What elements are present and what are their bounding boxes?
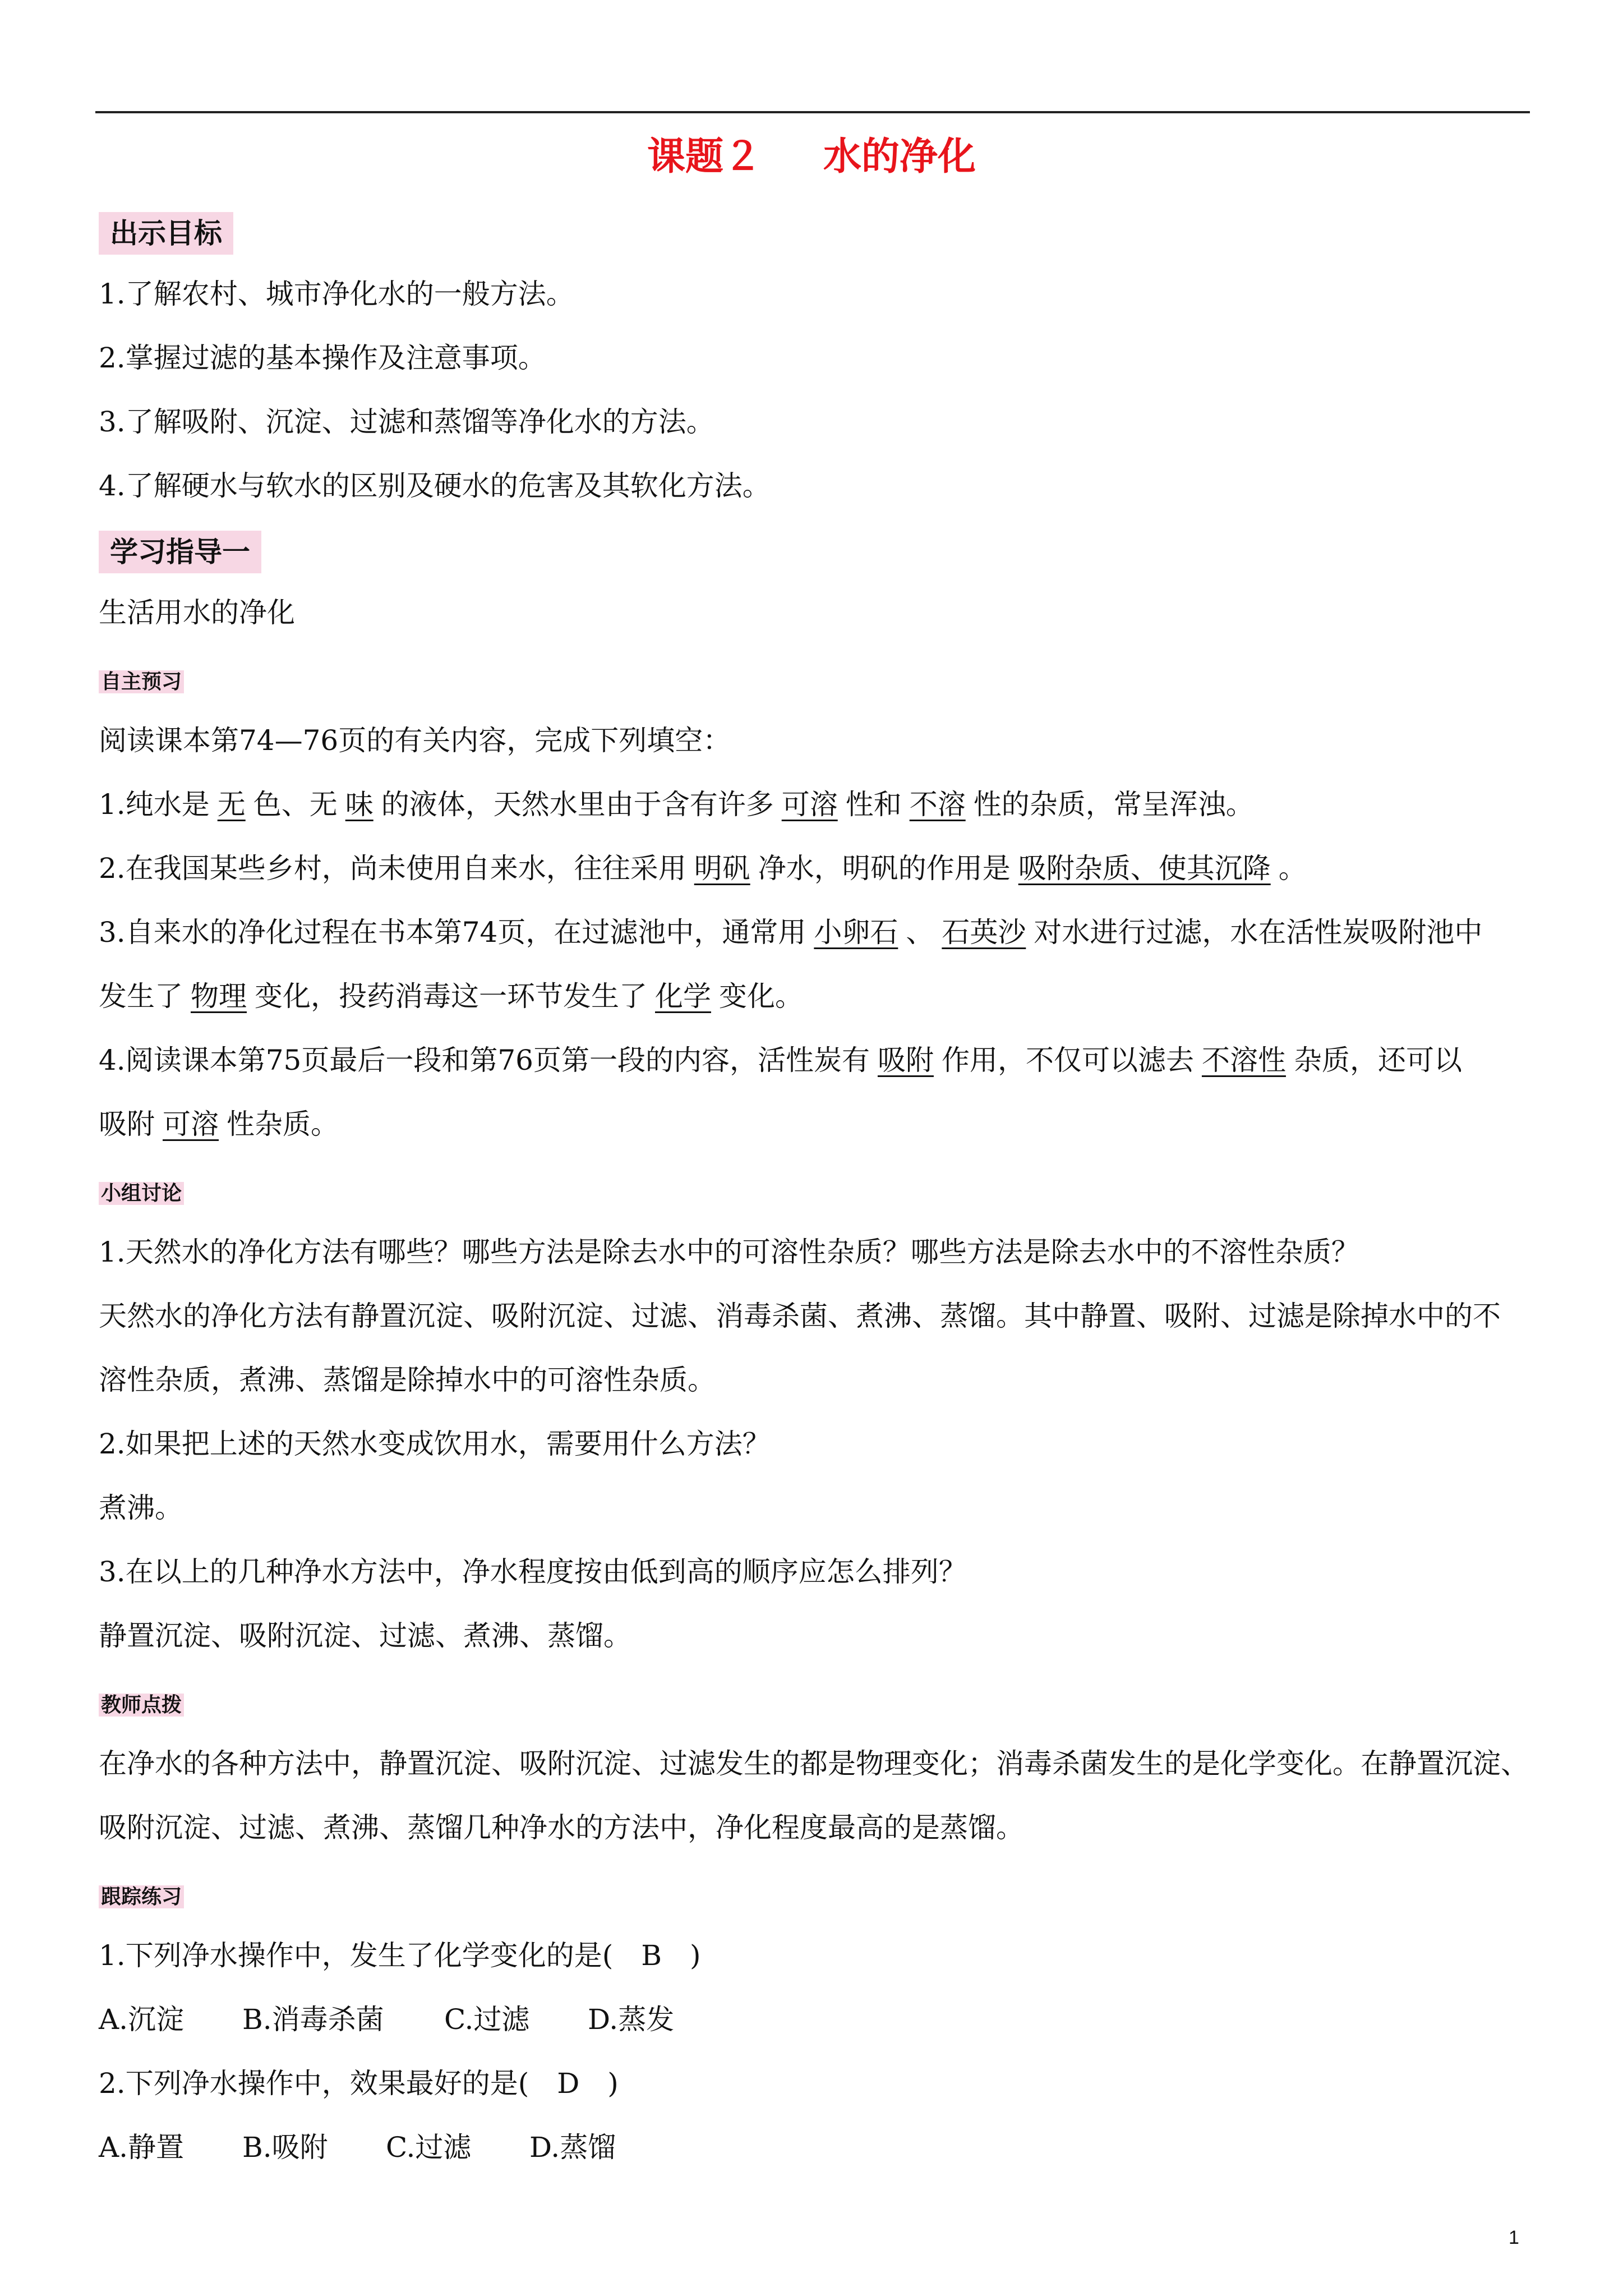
teacher-line: 吸附沉淀、过滤、煮沸、蒸馏几种净水的方法中，净化程度最高的是蒸馏。	[99, 1811, 1024, 1844]
practice-options-2	[99, 2125, 616, 2170]
answer-blank: 石英沙	[942, 916, 1026, 949]
option-d: D.蒸发	[588, 2003, 675, 2036]
practice-question-1: 1.下列净水操作中，发生了化学变化的是( B )	[99, 1939, 701, 1972]
option-c: C.过滤	[386, 2131, 472, 2164]
preview-question-4: 4.阅读课本第75页最后一段和第76页第一段的内容，活性炭有 吸附 作用，不仅可以滤去 不溶性 杂质，还可以	[99, 1038, 1462, 1083]
teacher-line: 在净水的各种方法中，静置沉淀、吸附沉淀、过滤发生的都是物理变化；消毒杀菌发生的是化学变化。在静置沉淀、	[99, 1747, 1529, 1780]
practice-question-2: 2.下列净水操作中，效果最好的是( D )	[99, 2067, 619, 2100]
discussion-line: 煮沸。	[99, 1492, 183, 1524]
option-b: B.吸附	[242, 2131, 328, 2164]
objective-4: 4.了解硬水与软水的区别及硬水的危害及其软化方法。	[99, 470, 771, 502]
answer-blank: 味	[345, 788, 374, 821]
option-b: B.消毒杀菌	[242, 2003, 384, 2036]
answer-blank: 可溶	[781, 788, 838, 821]
discussion-line: 2.如果把上述的天然水变成饮用水，需要用什么方法？	[99, 1428, 771, 1460]
answer-blank: 吸附杂质、使其沉降	[1018, 852, 1271, 885]
discussion-line: 天然水的净化方法有静置沉淀、吸附沉淀、过滤、消毒杀菌、煮沸、蒸馏。其中静置、吸附、过滤是除掉水中的不	[99, 1300, 1501, 1332]
preview-intro: 阅读课本第74—76页的有关内容，完成下列填空：	[99, 724, 731, 757]
answer-blank: 不溶性	[1201, 1044, 1286, 1076]
objective-2: 2.掌握过滤的基本操作及注意事项。	[99, 342, 546, 374]
practice-options-1	[99, 1997, 674, 2042]
answer-blank: 吸附	[877, 1044, 934, 1076]
discussion-line: 溶性杂质，煮沸、蒸馏是除掉水中的可溶性杂质。	[99, 1364, 716, 1396]
answer-blank: 可溶	[163, 1108, 219, 1140]
teacher-label: 教师点拨	[99, 1690, 184, 1721]
answer-blank: 不溶	[909, 788, 966, 821]
title-label: 课题２	[647, 135, 762, 179]
page-title	[0, 129, 1623, 185]
answer-blank: 无	[217, 788, 246, 821]
guide-topic: 生活用水的净化	[99, 596, 295, 629]
preview-label: 自主预习	[99, 666, 184, 698]
guide-heading: 学习指导一	[99, 531, 261, 573]
discussion-label: 小组讨论	[99, 1178, 184, 1209]
page-number: 1	[1509, 2227, 1519, 2248]
preview-question-2: 2.在我国某些乡村，尚未使用自来水，往往采用 明矾 净水，明矾的作用是 吸附杂质、使其沉降 。	[99, 846, 1307, 891]
discussion-line: 3.在以上的几种净水方法中，净水程度按由低到高的顺序应怎么排列？	[99, 1556, 967, 1588]
answer-blank: 物理	[191, 980, 247, 1013]
answer-blank: 化学	[655, 980, 711, 1013]
title-name: 水的净化	[823, 135, 976, 179]
header-rule	[95, 111, 1530, 113]
option-a: A.沉淀	[99, 2003, 185, 2036]
option-a: A.静置	[99, 2131, 185, 2164]
option-c: C.过滤	[444, 2003, 530, 2036]
discussion-line: 1.天然水的净化方法有哪些？哪些方法是除去水中的可溶性杂质？哪些方法是除去水中的不溶性杂质？	[99, 1236, 1359, 1268]
preview-question-3: 3.自来水的净化过程在书本第74页，在过滤池中，通常用 小卵石 、 石英沙 对水进行过滤，水在活性炭吸附池中	[99, 910, 1482, 955]
preview-question-3-cont: 发生了 物理 变化，投药消毒这一环节发生了 化学 变化。	[99, 974, 803, 1019]
preview-question-4-cont: 吸附 可溶 性杂质。	[99, 1102, 339, 1147]
objective-1: 1.了解农村、城市净化水的一般方法。	[99, 278, 574, 310]
answer-blank: 小卵石	[814, 916, 898, 949]
preview-question-1: 1.纯水是 无 色、无 味 的液体，天然水里由于含有许多 可溶 性和 不溶 性的杂质，常呈浑浊。	[99, 782, 1254, 827]
practice-label: 跟踪练习	[99, 1881, 184, 1913]
discussion-line: 静置沉淀、吸附沉淀、过滤、煮沸、蒸馏。	[99, 1619, 631, 1652]
answer-blank: 明矾	[694, 852, 750, 885]
option-d: D.蒸馏	[529, 2131, 616, 2164]
objective-3: 3.了解吸附、沉淀、过滤和蒸馏等净化水的方法。	[99, 406, 714, 438]
objectives-heading: 出示目标	[99, 212, 233, 255]
